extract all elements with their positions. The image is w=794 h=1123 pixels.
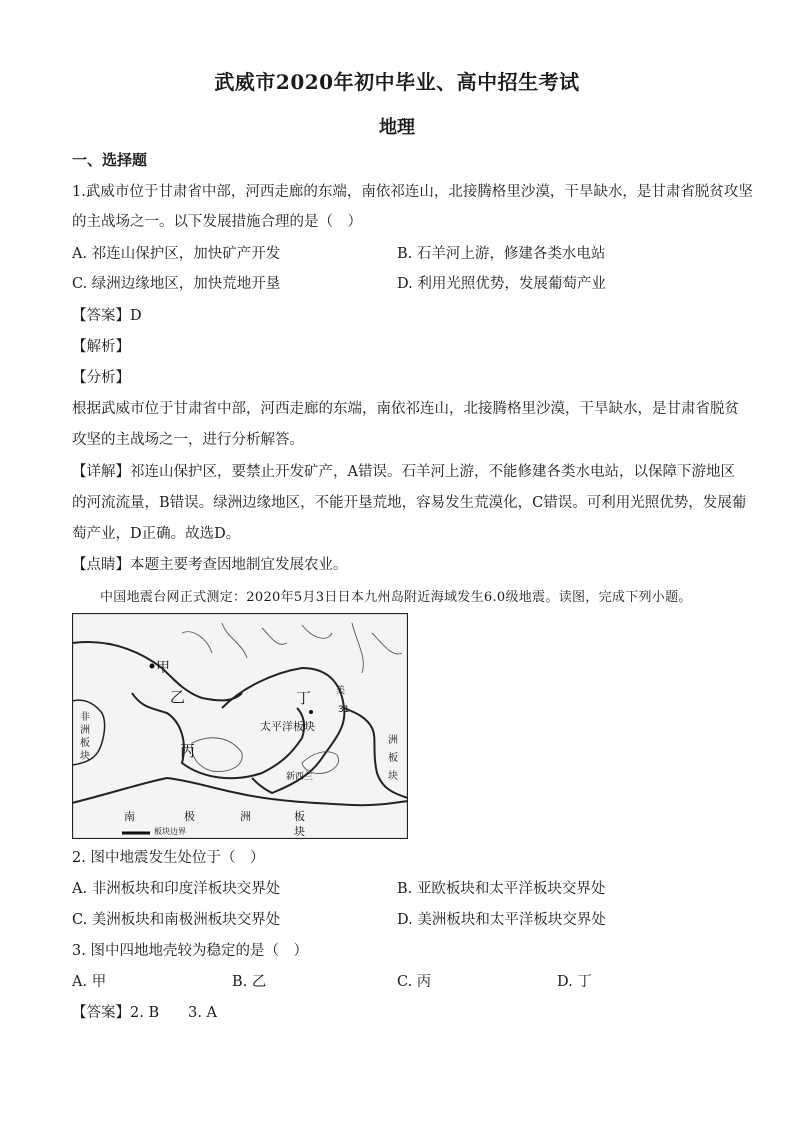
q1-option-b: B. 石羊河上游，修建各类水电站 (397, 246, 606, 262)
group-instruction: 中国地震台网正式测定：2020年5月3日日本九州岛附近海域发生6.0级地震。读图，完成下列小题。 (100, 590, 692, 605)
map-label-af4: 块 (80, 751, 90, 762)
q2-option-c: C. 美洲板块和南极洲板块交界处 (72, 912, 281, 928)
map-label-yi: 乙 (170, 688, 186, 706)
q2-option-b: B. 亚欧板块和太平洋板块交界处 (397, 881, 606, 897)
q1-stem-line2: 的主战场之一。以下发展措施合理的是（ ） (72, 214, 362, 230)
map-label-af1: 非 (80, 712, 90, 723)
map-label-sa4: 块 (388, 771, 398, 782)
q1-dianjing: 【点睛】本题主要考查因地制宜发展农业。 (72, 557, 348, 573)
map-label-af2: 洲 (80, 725, 90, 736)
final-answer: 【答案】2. B 3. A (72, 1005, 218, 1021)
q1-analysis-label: 【解析】 (72, 339, 130, 355)
plate-map-svg (72, 613, 408, 839)
q3-option-c: C. 丙 (397, 974, 432, 990)
q3-stem: 3. 图中四地地壳较为稳定的是（ ） (72, 943, 308, 959)
indo-australian-boundary (132, 693, 304, 778)
subject-title: 地理 (379, 117, 415, 138)
map-label-nj4: 板 (294, 810, 305, 823)
q1-stem-line1: 1.武威市位于甘肃省中部，河西走廊的东端，南依祁连山，北接腾格里沙漠，干旱缺水，是甘肃省脱贫攻坚 (72, 184, 753, 200)
q1-option-d: D. 利用光照优势，发展葡萄产业 (397, 276, 606, 292)
q1-option-c: C. 绿洲边缘地区，加快荒地开垦 (72, 276, 281, 292)
map-label-bing: 丙 (180, 742, 196, 760)
point-jia-marker (150, 664, 155, 669)
map-legend-label: 板块边界 (154, 827, 186, 836)
exam-title: 武威市2020年初中毕业、高中招生考试 (214, 70, 580, 94)
q1-detail-line1: 【详解】祁连山保护区，要禁止开发矿产，A错误。石羊河上游，不能修建各类水电站，以保障下游地区 (72, 464, 735, 480)
q2-option-d: D. 美洲板块和太平洋板块交界处 (397, 912, 606, 928)
q3-option-b: B. 乙 (232, 974, 267, 990)
map-label-ding: 丁 (296, 689, 312, 707)
map-label-af3: 板 (80, 738, 90, 749)
map-label-nz: 新西兰 (286, 772, 314, 782)
map-label-jia: 甲 (156, 660, 170, 676)
plate-map (72, 613, 408, 839)
q1-detail-line2: 的河流流量，B错误。绿洲边缘地区，不能开垦荒地，容易发生荒漠化，C错误。可利用光照优势，发展葡 (72, 495, 747, 511)
section-heading: 一、选择题 (72, 151, 148, 169)
q1-option-a: A. 祁连山保护区，加快矿产开发 (72, 246, 281, 262)
q1-fenxi-line2: 攻坚的主战场之一，进行分析解答。 (72, 432, 304, 448)
q3-option-d: D. 丁 (557, 974, 592, 990)
q2-option-a: A. 非洲板块和印度洋板块交界处 (72, 881, 281, 897)
map-label-nj1: 南 (124, 810, 135, 823)
map-label-num: 31 (338, 705, 350, 715)
q1-answer: 【答案】D (72, 308, 142, 324)
map-label-nj2: 极 (184, 810, 195, 823)
map-label-pacific: 太平洋板块 (260, 720, 315, 733)
american-boundary (344, 708, 408, 798)
map-label-sa3: 板 (388, 753, 398, 764)
q1-fenxi-line1: 根据武威市位于甘肃省中部，河西走廊的东端，南依祁连山，北接腾格里沙漠，干旱缺水，是甘肃省脱贫 (72, 401, 739, 417)
map-label-nj3: 洲 (240, 810, 251, 823)
q2-stem: 2. 图中地震发生处位于（ ） (72, 850, 265, 866)
q3-option-a: A. 甲 (72, 974, 107, 990)
coastline-detail (182, 623, 402, 673)
antarctic-boundary (72, 778, 408, 805)
map-label-sa2: 洲 (388, 735, 398, 746)
q1-detail-line3: 萄产业，D正确。故选D。 (72, 526, 241, 542)
map-label-nj5: 块 (294, 825, 305, 838)
australia-coast (192, 738, 242, 772)
map-label-sa1: 美 (336, 686, 346, 696)
q1-fenxi-label: 【分析】 (72, 370, 130, 386)
quake-marker (309, 710, 313, 714)
